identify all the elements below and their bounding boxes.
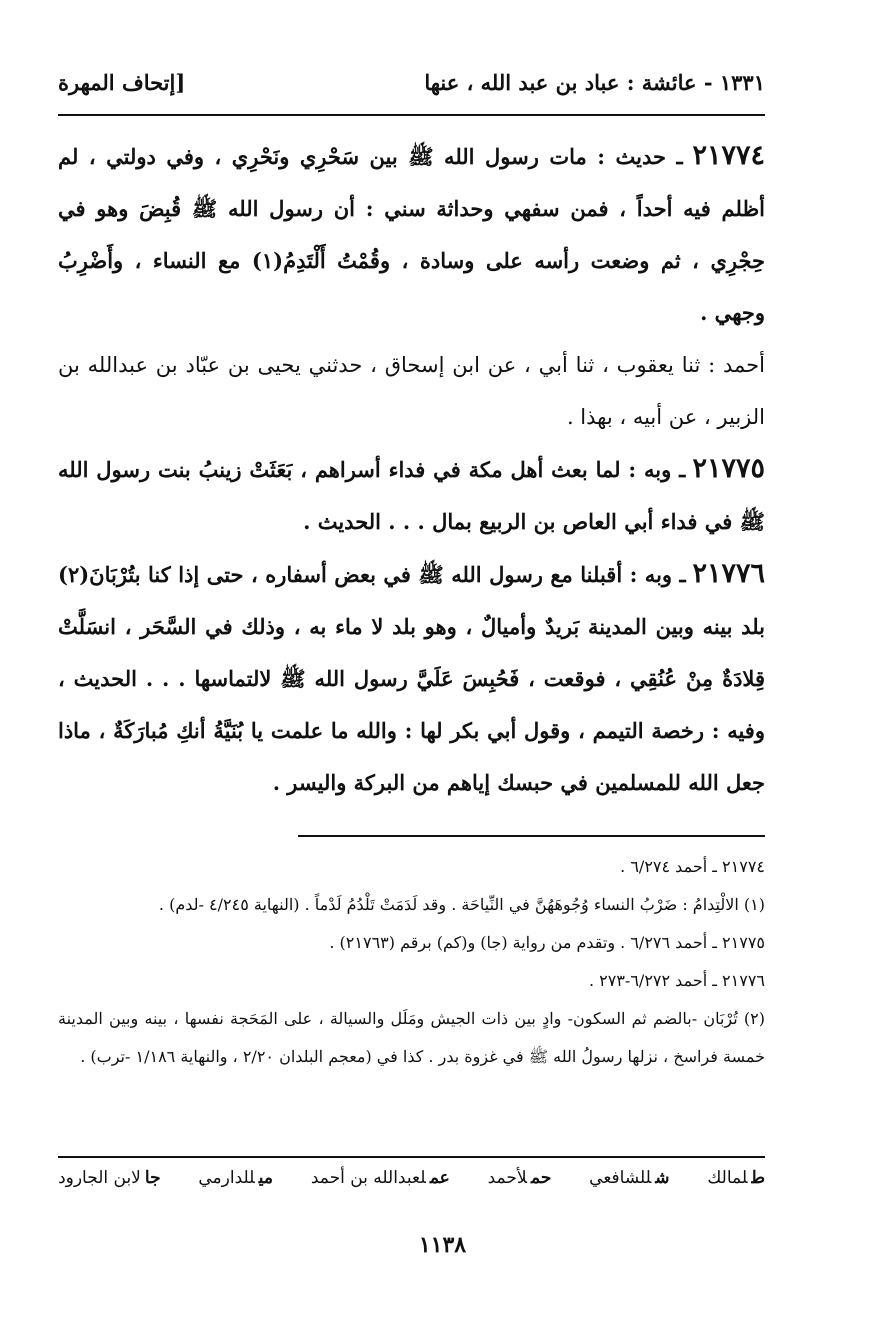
abbreviation-item (707, 1168, 765, 1188)
hadith-text: ـ وبه : لما بعث أهل مكة في فداء أسراهم ، بَعَثَتْ زينبُ بنت رسول الله ﷺ في فداء أبي العاص بن الربيع بمال . . . الحديث . (58, 457, 765, 534)
abbreviation-item (58, 1168, 161, 1188)
hadith-entry (58, 443, 765, 548)
abbreviation-item (589, 1168, 669, 1188)
abbreviation-code: مي (258, 1168, 274, 1188)
header-book-title: [إتحاف المهرة (58, 69, 186, 95)
hadith-source (58, 339, 765, 443)
header-chapter-title: ١٣٣١ - عائشة : عباد بن عبد الله ، عنها (424, 69, 765, 95)
abbreviation-meaning: لأحمد (487, 1168, 528, 1188)
hadith-number: ٢١٧٧٥ (692, 453, 765, 484)
abbreviation-code: ش (655, 1168, 670, 1188)
hadith-text: ـ وبه : أقبلنا مع رسول الله ﷺ في بعض أسفاره ، حتى إذا كنا بتُرْبَانَ(٢) بلد بينه وبين المدينة بَريدٌ وأميالٌ ، وهو بلد لا ماء به ، وذلك في السَّحَر ، انسَلَّتْ قِلادَةٌ مِنْ عُنُقِي ، فوقعت ، فَحُبِسَ عَلَيَّ رسول الله ﷺ لالتماسها . . . الحديث ، وفيه : رخصة التيمم ، وقول أبي بكر لها : والله ما علمت يا بُنَيَّةُ أنكِ مُبارَكَةٌ ، ماذا جعل الله للمسلمين في حبسك إياهم من البركة واليسر . (58, 562, 765, 795)
abbreviation-item (198, 1168, 273, 1188)
footnote: ٢١٧٧٤ ـ أحمد ٦/٢٧٤ . (620, 857, 765, 876)
abbreviation-code: ط (751, 1168, 765, 1188)
abbreviation-meaning: لعبدالله بن أحمد (310, 1168, 426, 1188)
hadith-text: ـ حديث : مات رسول الله ﷺ بين سَحْرِي ونَحْرِي ، وفي دولتي ، لم أظلم فيه أحداً ، فمن سفهي وحداثة سني : أن رسول الله ﷺ قُبِضَ وهو في حِجْرِي ، ثم وضعت رأسه على وسادة ، وقُمْتُ أَلْتَدِمُ(١) مع النساء ، وأَضْرِبُ وجهي . (58, 144, 766, 325)
abbreviation-meaning: للدارمي (198, 1168, 255, 1188)
hadith-entry (58, 130, 765, 339)
footnote-divider (298, 835, 765, 837)
abbreviation-item (488, 1168, 552, 1188)
running-header (58, 62, 765, 102)
footnotes (58, 848, 765, 1076)
abbreviation-meaning: لمالك (707, 1168, 748, 1188)
abbreviation-code: عم (429, 1168, 450, 1188)
abbreviation-code: جا (144, 1168, 161, 1188)
main-text (58, 130, 765, 809)
footnote: ٢١٧٧٥ ـ أحمد ٦/٢٧٦ . وتقدم من رواية (جا) و(كم) برقم (٢١٧٦٣) . (329, 933, 765, 952)
page-number: ١١٣٨ (418, 1232, 467, 1258)
abbreviation-code: حم (531, 1168, 552, 1188)
abbreviation-meaning: للشافعي (589, 1168, 652, 1188)
abbreviations-key (58, 1168, 765, 1188)
hadith-number: ٢١٧٧٤ (692, 140, 765, 171)
footnote: (٢) تُرْبَان -بالضم ثم السكون- وادٍ بين ذات الجيش ومَلَل والسيالة ، على المَحَجة نفسها ، بينه وبين المدينة خمسة فراسخ ، نزلها رسولُ الله ﷺ في غزوة بدر . كذا في (معجم البلدان ٢/٢٠ ، والنهاية ١/١٨٦ -ترب) . (58, 1009, 765, 1066)
footnote: (١) الالْتِدامُ : ضَرْبُ النساء وُجُوهَهُنَّ في النِّياحَة . وقد لَدَمَتْ تَلْدُمُ لَدْماً . (النهاية ٤/٢٤٥ -لدم) . (158, 895, 765, 914)
abbreviations-divider (58, 1156, 765, 1158)
header-divider (58, 114, 765, 116)
abbreviation-meaning: لابن الجارود (58, 1168, 141, 1188)
hadith-entry (58, 548, 765, 809)
hadith-number: ٢١٧٧٦ (692, 558, 765, 589)
abbreviation-item (311, 1168, 450, 1188)
footnote: ٢١٧٧٦ ـ أحمد ٦/٢٧٢-٢٧٣ . (588, 971, 765, 990)
isnad-text: أحمد : ثنا يعقوب ، ثنا أبي ، عن ابن إسحاق ، حدثني يحيى بن عبّاد بن عبدالله بن الزبير ، عن أبيه ، بهذا . (58, 353, 765, 429)
